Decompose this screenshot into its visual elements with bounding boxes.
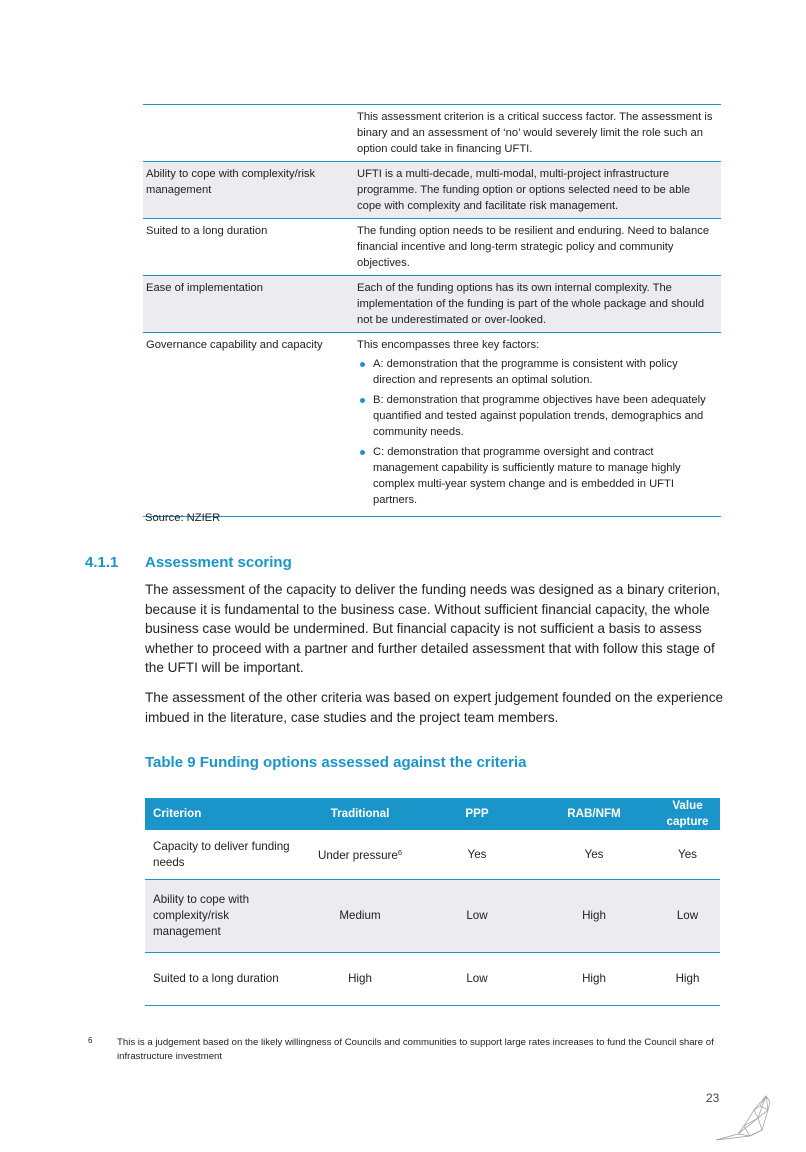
criteria-label <box>143 105 354 162</box>
body-paragraph: The assessment of the capacity to deliver the funding needs was designed as a binary criterion, because it is fundamental to the business case. Without sufficient financial capacity, the whole business case would be undermined. But financial capacity is not sufficient a basis to assess whether to proceed with a partner and further detailed assessment that with follow this stage of the UFTI will be important. <box>145 582 721 675</box>
rab-nfm-cell: High <box>533 880 655 953</box>
table-row <box>145 953 720 1006</box>
value-capture-cell: Yes <box>655 830 720 880</box>
criteria-label: Suited to a long duration <box>143 219 354 276</box>
footnote-ref[interactable]: 6 <box>397 848 403 857</box>
table-caption: Table 9 Funding options assessed against the criteria <box>145 754 527 771</box>
column-header: RAB/NFM <box>533 798 655 830</box>
ppp-cell: Low <box>421 880 533 953</box>
footnote-number: 6 <box>88 1036 93 1045</box>
criteria-row <box>143 219 721 276</box>
ppp-cell: Low <box>421 953 533 1006</box>
traditional-cell: High <box>299 953 421 1006</box>
column-header: PPP <box>421 798 533 830</box>
criteria-label: Ability to cope with complexity/risk management <box>143 162 354 219</box>
bullet-dot-icon <box>360 362 365 367</box>
governance-bullet-list <box>357 356 715 508</box>
rab-nfm-cell: High <box>533 953 655 1006</box>
criteria-description: Each of the funding options has its own internal complexity. The implementation of the funding is part of the whole package and should not be underestimated or over-looked. <box>354 276 721 333</box>
criteria-description: The funding option needs to be resilient and enduring. Need to balance financial incentive and long-term strategic policy and community objectives. <box>354 219 721 276</box>
cell-text: Under pressure <box>317 849 398 862</box>
section-title: Assessment scoring <box>145 554 292 571</box>
crystal-logo-icon <box>714 1090 774 1144</box>
criterion-cell: Ability to cope with complexity/risk management <box>145 880 299 953</box>
section-number: 4.1.1 <box>85 554 119 571</box>
criteria-row <box>143 105 721 162</box>
bullet-dot-icon <box>360 450 365 455</box>
value-capture-cell: High <box>655 953 720 1006</box>
governance-bullet <box>357 356 715 388</box>
table-row <box>145 830 720 880</box>
page-number: 23 <box>706 1091 720 1105</box>
footnote-text: This is a judgement based on the likely willingness of Councils and communities to support large rates increases to fund the Council share of infrastructure investment <box>117 1037 714 1062</box>
criteria-description: This assessment criterion is a critical success factor. The assessment is binary and an assessment of ‘no’ would severely limit the role such an option could take in financing UFTI. <box>354 105 721 162</box>
criterion-cell: Suited to a long duration <box>145 953 299 1006</box>
criteria-label: Governance capability and capacity <box>143 333 354 517</box>
column-header: Traditional <box>299 798 421 830</box>
column-header: Value capture <box>655 798 720 830</box>
bullet-text: A: demonstration that the programme is consistent with policy direction and represents an optimal solution. <box>373 358 678 386</box>
governance-intro: This encompasses three key factors: <box>357 339 540 351</box>
traditional-cell: Medium <box>299 880 421 953</box>
bullet-text: B: demonstration that programme objectives have been adequately quantified and tested against population trends, demographics and community needs. <box>373 394 706 438</box>
body-paragraph: The assessment of the other criteria was based on expert judgement founded on the experience imbued in the literature, case studies and the project team members. <box>145 690 724 725</box>
criteria-table <box>143 104 721 517</box>
governance-bullet <box>357 444 715 508</box>
criteria-row-governance <box>143 333 721 517</box>
table-header-row <box>145 798 720 830</box>
column-header: Criterion <box>145 798 299 830</box>
ppp-cell: Yes <box>421 830 533 880</box>
criteria-row <box>143 276 721 333</box>
bullet-dot-icon <box>360 398 365 403</box>
value-capture-cell: Low <box>655 880 720 953</box>
footnote <box>88 1036 728 1064</box>
bullet-text: C: demonstration that programme oversight and contract management capability is sufficiently mature to manage highly complex multi-year system change and is embedded in UFTI partners. <box>373 446 681 506</box>
criteria-row <box>143 162 721 219</box>
table-row <box>145 880 720 953</box>
criteria-description <box>354 333 721 517</box>
criteria-description: UFTI is a multi-decade, multi-modal, multi-project infrastructure programme. The funding option or options selected need to be able cope with complexity and facilitate risk management. <box>354 162 721 219</box>
criteria-label: Ease of implementation <box>143 276 354 333</box>
traditional-cell <box>299 830 421 880</box>
funding-options-table <box>145 798 720 1006</box>
governance-bullet <box>357 392 715 440</box>
criterion-cell: Capacity to deliver funding needs <box>145 830 299 880</box>
rab-nfm-cell: Yes <box>533 830 655 880</box>
table-source: Source: NZIER <box>145 512 221 524</box>
